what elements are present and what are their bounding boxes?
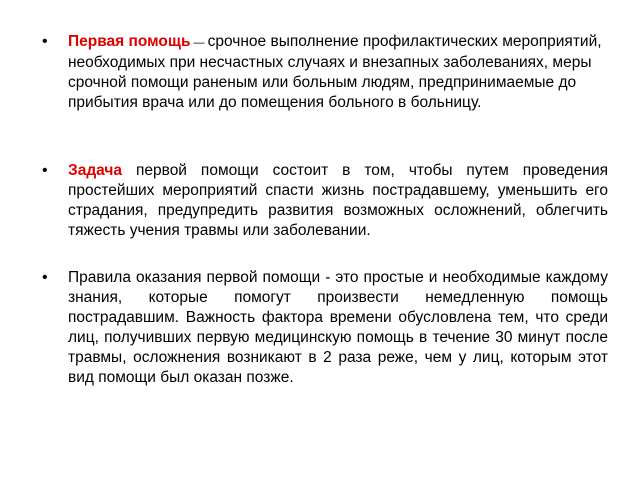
task-text: первой помощи состоит в том, чтобы путем проведения простейших мероприятий спасти жизнь пострадавшему, уменьшить его страдания, предупредить развития возможных осложнений, облегчить тяжесть учения травмы или заболевании. [68,162,608,239]
task-paragraph [42,161,608,241]
definition-text: срочное выполнение профилактических мероприятий, необходимых при несчастных случаях и внезапных заболеваниях, меры срочной помощи раненым или больным людям, предпринимаемые до прибытия врача или до помещения больного в больницу. [68,33,602,111]
bullet: • [42,33,48,50]
rules-paragraph [42,268,608,388]
term-first-aid: Первая помощь [68,33,191,50]
bullet: • [42,269,48,286]
rules-text: Правила оказания первой помощи - это простые и необходимые каждому знания, которые помогут произвести немедленную помощь пострадавшим. Важность фактора времени обусловлена тем, что среди лиц, получивших первую медицинскую помощь в течение 30 минут после травмы, осложнения возникают в 2 раза реже, чем у лиц, которым этот вид помощи был оказан позже. [68,269,608,386]
bullet: • [42,162,48,179]
definition-paragraph [42,32,608,113]
term-task: Задача [68,162,123,179]
em-dash: — [190,37,208,49]
